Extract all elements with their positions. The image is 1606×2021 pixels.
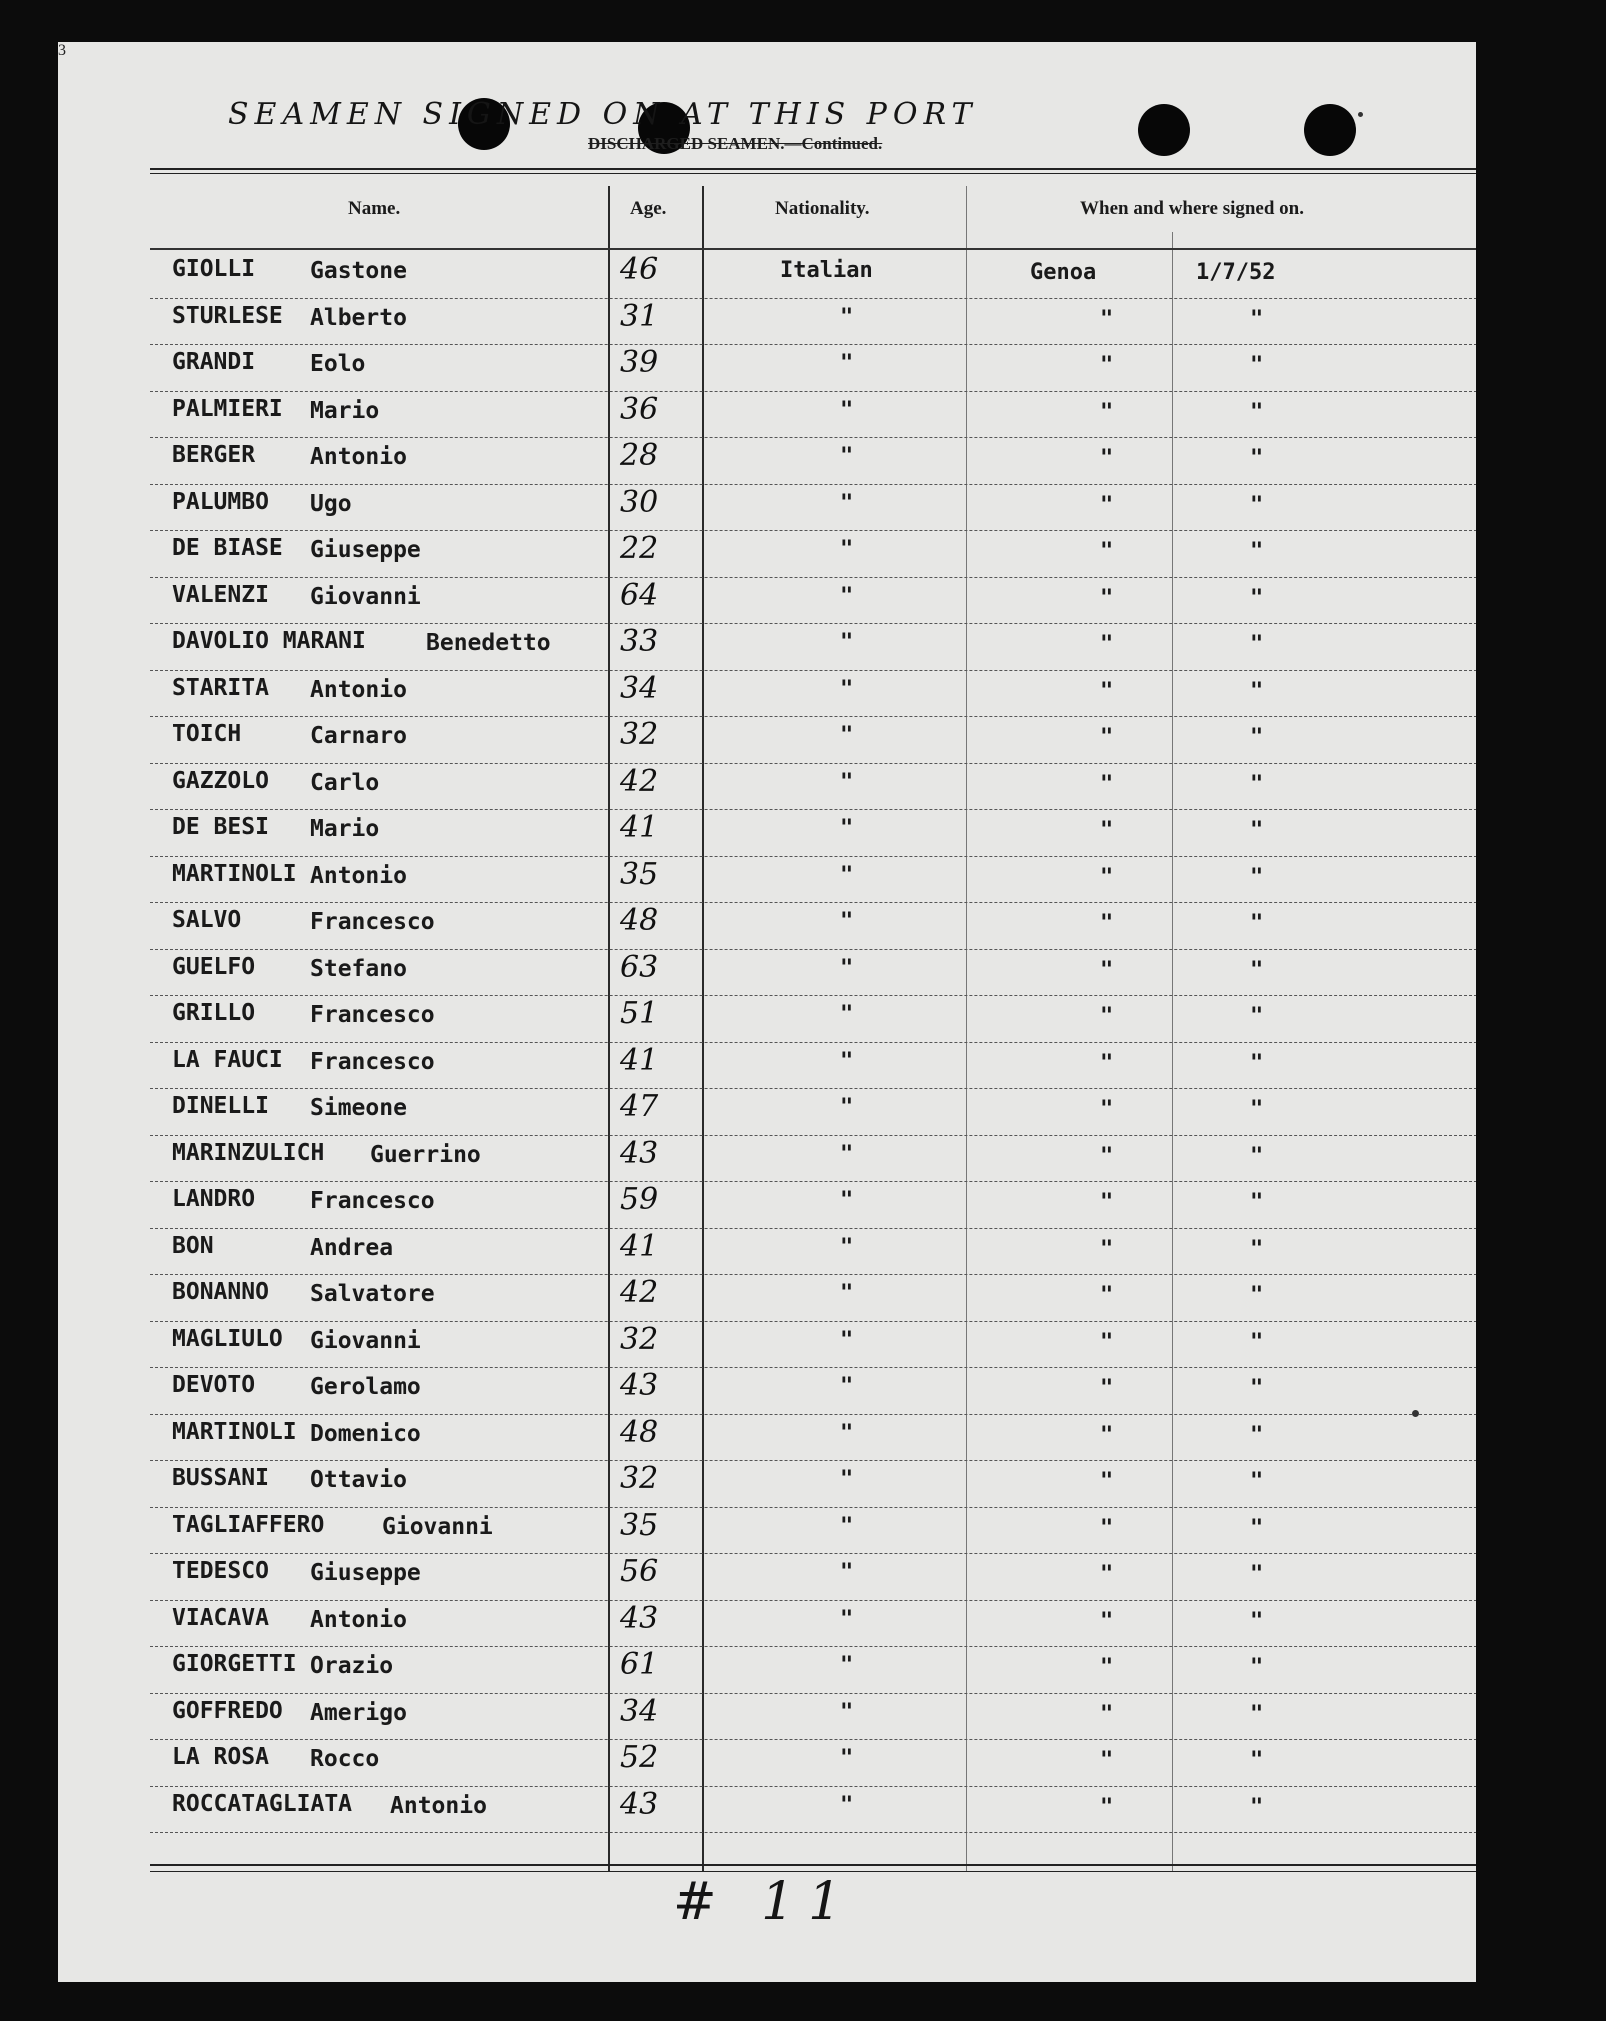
crew-signed-on-place: "	[1100, 1143, 1114, 1169]
handwritten-page-mark: # 11	[673, 1872, 856, 1932]
crew-given-name: Guerrino	[370, 1141, 481, 1168]
crew-nationality: "	[840, 537, 854, 562]
crew-list	[150, 252, 1476, 1833]
crew-nationality: "	[840, 1374, 854, 1399]
crew-signed-on-place: "	[1100, 1050, 1114, 1076]
table-row	[150, 1461, 1476, 1508]
crew-signed-on-date: "	[1250, 399, 1264, 425]
crew-surname: LANDRO	[172, 1186, 256, 1212]
crew-signed-on-place: "	[1100, 1748, 1114, 1773]
crew-age: 32	[620, 1461, 659, 1496]
crew-signed-on-place: "	[1100, 1794, 1114, 1820]
crew-surname: PALUMBO	[172, 488, 269, 515]
crew-age: 42	[620, 1275, 659, 1310]
crew-signed-on-date: "	[1250, 1376, 1264, 1401]
crew-age: 56	[620, 1554, 659, 1589]
table-row	[150, 950, 1476, 997]
crew-signed-on-date: 1/7/52	[1196, 260, 1276, 285]
table-row	[150, 717, 1476, 764]
crew-surname: GAZZOLO	[172, 767, 269, 794]
crew-age: 59	[620, 1182, 659, 1217]
crew-surname: BONANNO	[172, 1279, 269, 1305]
table-row	[150, 903, 1476, 950]
crew-signed-on-date: "	[1250, 492, 1264, 518]
crew-signed-on-place: Genoa	[1030, 260, 1097, 285]
crew-given-name: Gerolamo	[310, 1374, 421, 1400]
column-header-rule	[150, 248, 1476, 250]
crew-nationality: "	[840, 351, 854, 376]
table-row	[150, 1043, 1476, 1090]
crew-age: 35	[620, 1507, 659, 1543]
crew-age: 43	[620, 1600, 659, 1636]
crew-given-name: Giuseppe	[310, 537, 421, 563]
crew-signed-on-place: "	[1100, 446, 1114, 471]
paper-speck	[1412, 1410, 1419, 1417]
crew-surname: TOICH	[172, 721, 242, 747]
crew-age: 33	[620, 624, 659, 659]
crew-surname: GRILLO	[172, 1000, 256, 1026]
table-row	[150, 996, 1476, 1043]
crew-signed-on-date: "	[1250, 1701, 1264, 1727]
crew-surname: DEVOTO	[172, 1372, 256, 1398]
crew-age: 48	[620, 903, 659, 938]
crew-signed-on-place: "	[1100, 632, 1114, 657]
table-row	[150, 624, 1476, 671]
crew-signed-on-date: "	[1250, 911, 1264, 936]
crew-surname: LA FAUCI	[172, 1046, 283, 1073]
crew-given-name: Giovanni	[310, 583, 421, 610]
table-row	[150, 1601, 1476, 1648]
crew-age: 28	[620, 438, 659, 473]
crew-given-name: Antonio	[310, 1606, 407, 1633]
crew-nationality: "	[840, 1560, 854, 1585]
crew-given-name: Simeone	[310, 1095, 407, 1121]
crew-given-name: Orazio	[310, 1653, 394, 1679]
crew-surname: BUSSANI	[172, 1465, 269, 1491]
crew-nationality: "	[840, 816, 854, 841]
crew-age: 43	[620, 1135, 659, 1171]
crew-nationality: "	[840, 1234, 854, 1260]
crew-nationality: "	[840, 1188, 854, 1213]
crew-signed-on-place: "	[1100, 399, 1114, 425]
crew-signed-on-date: "	[1250, 1469, 1264, 1494]
crew-surname: VALENZI	[172, 581, 269, 608]
crew-signed-on-date: "	[1250, 1562, 1264, 1587]
table-row	[150, 299, 1476, 346]
crew-signed-on-place: "	[1100, 1329, 1114, 1355]
handwritten-title: SEAMEN SIGNED ON AT THIS PORT	[228, 97, 978, 132]
crew-signed-on-date: "	[1250, 1655, 1264, 1680]
crew-surname: GIORGETTI	[172, 1651, 297, 1677]
table-row	[150, 1136, 1476, 1183]
crew-signed-on-date: "	[1250, 1004, 1264, 1029]
crew-signed-on-place: "	[1100, 1701, 1114, 1727]
crew-nationality: "	[840, 1002, 854, 1027]
table-row	[150, 345, 1476, 392]
crew-signed-on-date: "	[1250, 1283, 1264, 1308]
manifest-page	[58, 42, 1476, 1982]
header-rule	[150, 173, 1476, 174]
crew-signed-on-place: "	[1100, 1608, 1114, 1634]
crew-given-name: Stefano	[310, 955, 407, 982]
table-row	[150, 1508, 1476, 1555]
crew-surname: MARTINOLI	[172, 1418, 297, 1445]
crew-given-name: Giovanni	[382, 1513, 493, 1540]
crew-given-name: Salvatore	[310, 1281, 435, 1307]
column-header-name: Name.	[348, 198, 401, 219]
crew-age: 42	[620, 763, 659, 799]
table-row	[150, 764, 1476, 811]
crew-nationality: "	[840, 397, 854, 423]
crew-given-name: Andrea	[310, 1234, 394, 1261]
crew-age: 32	[620, 717, 659, 752]
crew-signed-on-date: "	[1250, 1422, 1264, 1448]
crew-signed-on-place: "	[1100, 1376, 1114, 1401]
crew-nationality: "	[840, 1467, 854, 1492]
crew-age: 41	[620, 1042, 659, 1078]
crew-surname: DINELLI	[172, 1093, 269, 1119]
crew-signed-on-place: "	[1100, 1422, 1114, 1448]
crew-nationality: "	[840, 630, 854, 655]
crew-signed-on-date: "	[1250, 446, 1264, 471]
crew-age: 41	[620, 810, 659, 845]
crew-surname: DAVOLIO MARANI	[172, 628, 366, 654]
crew-given-name: Antonio	[310, 676, 407, 703]
crew-given-name: Francesco	[310, 909, 435, 935]
table-row	[150, 1415, 1476, 1462]
crew-age: 39	[620, 345, 659, 380]
crew-age: 52	[620, 1740, 659, 1775]
crew-nationality: "	[840, 1420, 854, 1446]
crew-signed-on-place: "	[1100, 1004, 1114, 1029]
crew-signed-on-place: "	[1100, 1190, 1114, 1215]
table-row	[150, 392, 1476, 439]
crew-age: 34	[620, 670, 659, 706]
crew-age: 30	[620, 484, 659, 520]
crew-given-name: Antonio	[310, 444, 407, 470]
crew-given-name: Mario	[310, 816, 380, 842]
crew-surname: GOFFREDO	[172, 1697, 283, 1724]
crew-age: 63	[620, 949, 659, 985]
table-row	[150, 1275, 1476, 1322]
crew-surname: MARINZULICH	[172, 1139, 325, 1166]
column-header-nationality: Nationality.	[775, 198, 870, 219]
crew-given-name: Francesco	[310, 1048, 435, 1075]
crew-signed-on-date: "	[1250, 1097, 1264, 1122]
crew-surname: LA ROSA	[172, 1744, 269, 1770]
crew-given-name: Giuseppe	[310, 1560, 421, 1586]
crew-nationality: "	[840, 1327, 854, 1353]
crew-signed-on-date: "	[1250, 864, 1264, 890]
table-row	[150, 1740, 1476, 1787]
column-header-age: Age.	[630, 198, 667, 219]
crew-nationality: "	[840, 676, 854, 702]
paper-speck	[1358, 112, 1363, 117]
crew-nationality: "	[840, 1095, 854, 1120]
crew-surname: STARITA	[172, 674, 269, 701]
crew-signed-on-place: "	[1100, 1097, 1114, 1122]
crew-signed-on-place: "	[1100, 1283, 1114, 1308]
crew-age: 48	[620, 1414, 659, 1450]
crew-signed-on-place: "	[1100, 1655, 1114, 1680]
table-row	[150, 1229, 1476, 1276]
crew-signed-on-date: "	[1250, 1608, 1264, 1634]
crew-given-name: Benedetto	[426, 630, 551, 656]
crew-given-name: Ugo	[310, 490, 352, 517]
crew-signed-on-place: "	[1100, 353, 1114, 378]
crew-given-name: Antonio	[390, 1792, 487, 1819]
crew-age: 47	[620, 1089, 659, 1124]
crew-nationality: "	[840, 1606, 854, 1632]
crew-signed-on-place: "	[1100, 1469, 1114, 1494]
crew-age: 61	[620, 1647, 659, 1682]
table-row	[150, 1647, 1476, 1694]
table-bottom-rule	[150, 1864, 1476, 1866]
crew-signed-on-date: "	[1250, 1236, 1264, 1262]
crew-signed-on-date: "	[1250, 632, 1264, 657]
table-row	[150, 1089, 1476, 1136]
crew-surname: MARTINOLI	[172, 860, 297, 887]
crew-age: 64	[620, 577, 659, 613]
crew-surname: BON	[172, 1232, 214, 1259]
crew-age: 35	[620, 856, 659, 892]
crew-signed-on-place: "	[1100, 306, 1114, 332]
crew-age: 36	[620, 391, 659, 427]
crew-surname: GUELFO	[172, 953, 256, 980]
crew-signed-on-place: "	[1100, 492, 1114, 518]
crew-age: 22	[620, 531, 659, 566]
table-row	[150, 810, 1476, 857]
table-row	[150, 1554, 1476, 1601]
crew-nationality: "	[840, 862, 854, 888]
crew-age: 51	[620, 996, 659, 1031]
table-row	[150, 1694, 1476, 1741]
header-rule	[150, 168, 1476, 170]
crew-signed-on-date: "	[1250, 1329, 1264, 1355]
table-row	[150, 1182, 1476, 1229]
crew-given-name: Francesco	[310, 1002, 435, 1028]
crew-signed-on-date: "	[1250, 725, 1264, 750]
crew-nationality: "	[840, 1653, 854, 1678]
crew-signed-on-date: "	[1250, 1515, 1264, 1541]
crew-given-name: Amerigo	[310, 1699, 407, 1726]
crew-surname: DE BIASE	[172, 535, 283, 561]
table-row	[150, 671, 1476, 718]
crew-signed-on-place: "	[1100, 771, 1114, 797]
crew-signed-on-place: "	[1100, 725, 1114, 750]
crew-nationality: "	[840, 1141, 854, 1167]
table-row	[150, 1322, 1476, 1369]
table-row	[150, 252, 1476, 299]
crew-signed-on-place: "	[1100, 818, 1114, 843]
crew-age: 31	[620, 298, 659, 334]
table-row	[150, 1368, 1476, 1415]
crew-surname: BERGER	[172, 442, 256, 468]
crew-nationality: "	[840, 1746, 854, 1771]
crew-given-name: Francesco	[310, 1188, 435, 1214]
crew-signed-on-date: "	[1250, 1748, 1264, 1773]
table-row	[150, 485, 1476, 532]
table-row	[150, 438, 1476, 485]
crew-nationality: "	[840, 1281, 854, 1306]
table-row	[150, 531, 1476, 578]
table-row	[150, 578, 1476, 625]
crew-age: 43	[620, 1786, 659, 1822]
crew-nationality: "	[840, 723, 854, 748]
crew-signed-on-place: "	[1100, 1562, 1114, 1587]
crew-signed-on-date: "	[1250, 678, 1264, 704]
crew-nationality: "	[840, 490, 854, 516]
crew-given-name: Eolo	[310, 351, 366, 377]
crew-nationality: "	[840, 304, 854, 330]
crew-age: 46	[620, 252, 659, 287]
crew-nationality: Italian	[780, 258, 873, 283]
page-number: 3	[58, 42, 66, 59]
crew-surname: VIACAVA	[172, 1604, 269, 1631]
crew-age: 41	[620, 1228, 659, 1264]
crew-surname: STURLESE	[172, 302, 283, 329]
crew-signed-on-date: "	[1250, 306, 1264, 332]
crew-given-name: Alberto	[310, 304, 407, 331]
crew-signed-on-date: "	[1250, 1143, 1264, 1169]
crew-given-name: Carlo	[310, 769, 380, 796]
punch-hole	[1138, 104, 1190, 156]
punch-hole	[1304, 104, 1356, 156]
crew-surname: DE BESI	[172, 814, 269, 840]
crew-surname: TAGLIAFFERO	[172, 1511, 325, 1538]
crew-nationality: "	[840, 1699, 854, 1725]
crew-signed-on-place: "	[1100, 911, 1114, 936]
crew-surname: MAGLIULO	[172, 1325, 283, 1352]
crew-nationality: "	[840, 1048, 854, 1074]
crew-signed-on-place: "	[1100, 678, 1114, 704]
crew-signed-on-date: "	[1250, 1190, 1264, 1215]
crew-signed-on-date: "	[1250, 353, 1264, 378]
crew-nationality: "	[840, 1513, 854, 1539]
crew-signed-on-date: "	[1250, 585, 1264, 611]
crew-signed-on-date: "	[1250, 771, 1264, 797]
crew-signed-on-date: "	[1250, 1794, 1264, 1820]
crew-age: 34	[620, 1693, 659, 1729]
crew-given-name: Domenico	[310, 1420, 421, 1447]
crew-surname: SALVO	[172, 907, 242, 933]
crew-given-name: Antonio	[310, 862, 407, 889]
crew-nationality: "	[840, 1792, 854, 1818]
crew-signed-on-place: "	[1100, 957, 1114, 983]
crew-given-name: Gastone	[310, 258, 407, 284]
crew-signed-on-date: "	[1250, 539, 1264, 564]
crew-signed-on-place: "	[1100, 864, 1114, 890]
crew-given-name: Ottavio	[310, 1467, 407, 1493]
crew-nationality: "	[840, 583, 854, 609]
table-row	[150, 1787, 1476, 1834]
crew-signed-on-place: "	[1100, 1236, 1114, 1262]
crew-nationality: "	[840, 909, 854, 934]
crew-surname: GRANDI	[172, 349, 256, 375]
crew-nationality: "	[840, 955, 854, 981]
crew-surname: ROCCATAGLIATA	[172, 1790, 353, 1817]
crew-surname: TEDESCO	[172, 1558, 269, 1584]
crew-nationality: "	[840, 769, 854, 795]
struck-printed-header: DISCHARGED SEAMEN.—Continued.	[588, 134, 883, 153]
crew-nationality: "	[840, 444, 854, 469]
crew-given-name: Carnaro	[310, 723, 407, 749]
crew-age: 43	[620, 1368, 659, 1403]
crew-given-name: Giovanni	[310, 1327, 421, 1354]
crew-signed-on-date: "	[1250, 818, 1264, 843]
crew-age: 32	[620, 1321, 659, 1357]
crew-given-name: Rocco	[310, 1746, 380, 1772]
crew-signed-on-place: "	[1100, 585, 1114, 611]
table-row	[150, 857, 1476, 904]
crew-given-name: Mario	[310, 397, 380, 424]
column-header-signed-on: When and where signed on.	[1080, 198, 1305, 219]
crew-signed-on-place: "	[1100, 1515, 1114, 1541]
crew-surname: GIOLLI	[172, 256, 256, 282]
crew-signed-on-place: "	[1100, 539, 1114, 564]
crew-signed-on-date: "	[1250, 1050, 1264, 1076]
crew-surname: PALMIERI	[172, 395, 283, 422]
crew-signed-on-date: "	[1250, 957, 1264, 983]
